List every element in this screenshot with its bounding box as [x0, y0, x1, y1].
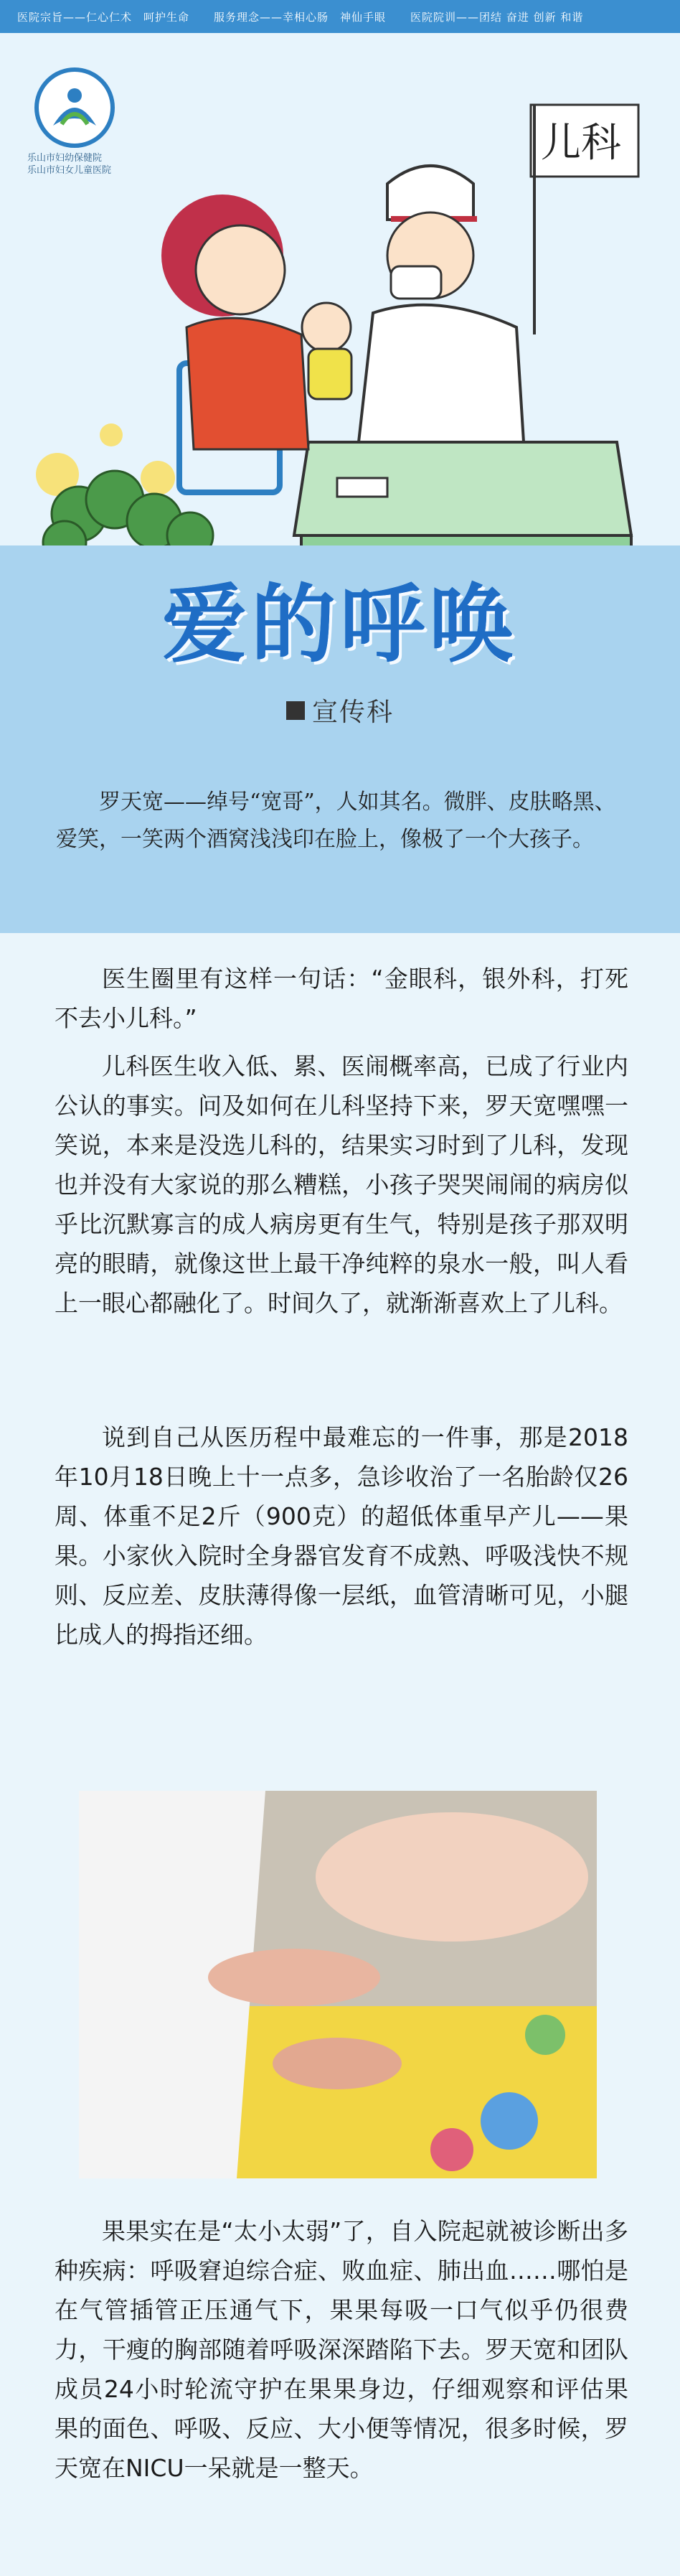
logo-name-1: 乐山市妇幼保健院: [27, 153, 103, 164]
department-line: [286, 692, 394, 729]
intro-paragraph: 罗天宽——绰号“宽哥”，人如其名。微胖、皮肤略黑、爱笑，一笑两个酒窝浅浅印在脸上，像极了一个大孩子。: [56, 790, 616, 852]
paragraph-3: 说到自己从医历程中最难忘的一件事，那是2018年10月18日晚上十一点多，急诊收治了一名胎龄仅26周、体重不足2斤（900克）的超低体重早产儿——果果。小家伙入院时全身器官发育不成熟、呼吸浅快不规则、反应差、皮肤薄得像一层纸，血管清晰可见，小腿比成人的拇指还细。: [55, 1423, 628, 1649]
square-bullet-icon: [286, 701, 305, 720]
department-name: 宣传科: [311, 698, 394, 727]
pediatrics-illustration: [0, 76, 680, 579]
article-photo: [79, 1791, 597, 2178]
banner-item-motto: 医院院训——团结 奋进 创新 和谐: [410, 10, 584, 24]
article-title: 爱的呼唤: [161, 575, 518, 674]
top-banner: [0, 0, 680, 33]
paragraph-2: 儿科医生收入低、累、医闹概率高，已成了行业内公认的事实。问及如何在儿科坚持下来，罗天宽嘿嘿一笑说，本来是没选儿科的，结果实习时到了儿科，发现也并没有大家说的那么糟糕，小孩子哭哭闹闹的病房似乎比沉默寡言的成人病房更有生气，特别是孩子那双明亮的眼睛，就像这世上最干净纯粹的泉水一般，叫人看上一眼心都融化了。时间久了，就渐渐喜欢上了儿科。: [55, 1052, 628, 1317]
sign-label: 儿科: [541, 120, 621, 167]
banner-item-service: 服务理念——幸相心肠 神仙手眼: [214, 10, 387, 24]
logo-name-2: 乐山市妇女儿童医院: [27, 165, 112, 176]
title-block: [0, 574, 680, 729]
paragraph-1: 医生圈里有这样一句话：“金眼科，银外科，打死不去小儿科。”: [55, 965, 628, 1032]
banner-item-purpose: 医院宗旨——仁心仁术 呵护生命: [17, 10, 190, 24]
paragraph-4: 果果实在是“太小太弱”了，自入院起就被诊断出多种疾病：呼吸窘迫综合症、败血症、肺出血……哪怕是在气管插管正压通气下，果果每吸一口气似乎仍很费力，干瘦的胸部随着呼吸深深踏陷下去。罗天宽和团队成员24小时轮流守护在果果身边，仔细观察和评估果果的面色、呼吸、反应、大小便等情况，很多时候，罗天宽在NICU一呆就是一整天。: [55, 2217, 628, 2482]
hero-section: [0, 33, 680, 579]
